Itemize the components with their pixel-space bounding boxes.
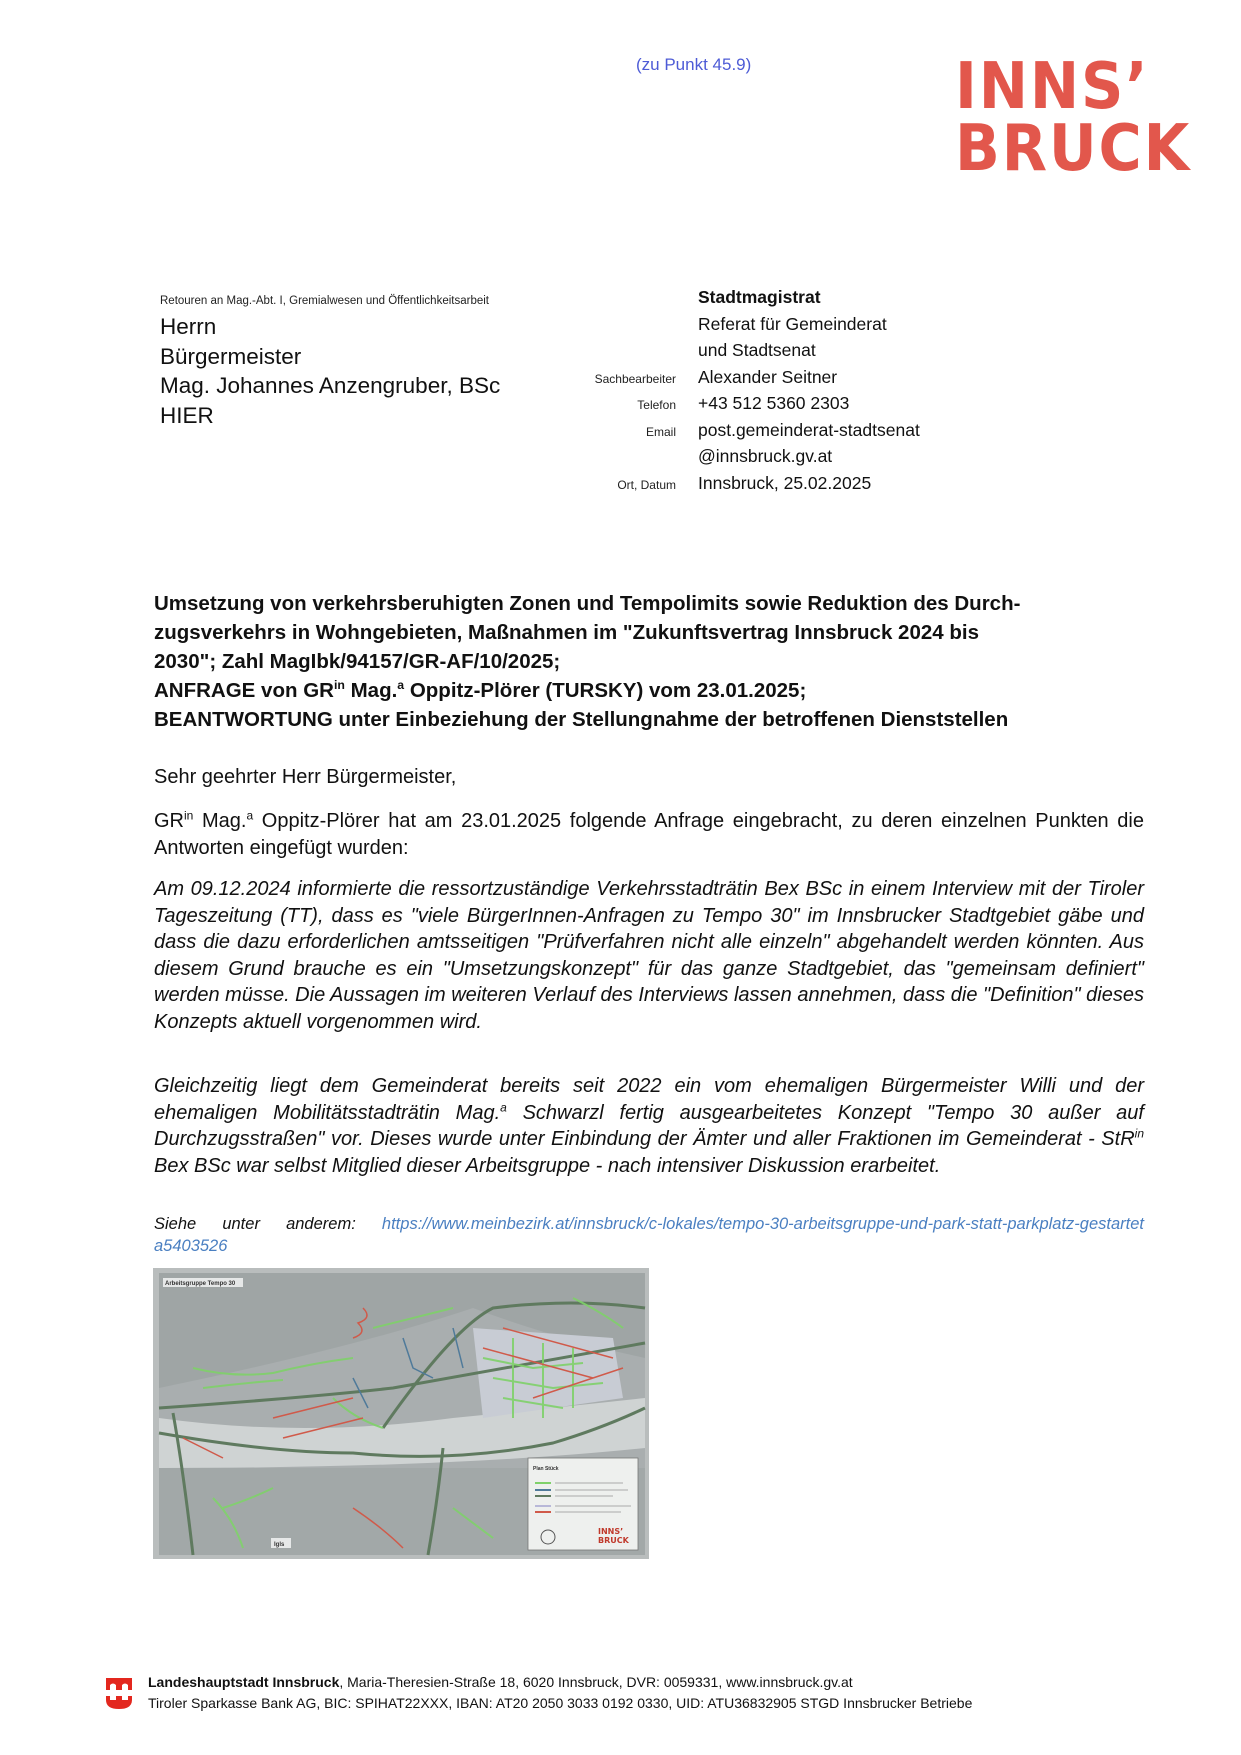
superscript: a [246,808,254,823]
subject-line: 2030"; Zahl MagIbk/94157/GR-AF/10/2025; [154,650,561,673]
inquiry-paragraph-1: Am 09.12.2024 informierte die ressortzuständige Verkehrsstadträtin Bex BSc in einem Interview mit der Tiroler Tageszeitung (TT), dass es "viele BürgerInnen-Anfragen zu Tempo 30" im Innsbrucker Stadtgebiet gäbe und dass die dazu erforderlichen amtsseitigen "Prüfverfahren nicht alle einzeln" abgehandelt werden könnten. Aus diesem Grund brauche es ein "Umsetzungskonzept" für das ganze Stadtgebiet, das "gemeinsam definiert" werden müsse. Die Aussagen im weiteren Verlauf des Interviews lassen annehmen, dass die "Definition" dieses Konzepts aktuell vorgenommen wird. [154,878,1144,1033]
text: GR [154,810,184,832]
recipient-line: Mag. Johannes Anzengruber, BSc [160,373,501,398]
subject-line: BEANTWORTUNG unter Einbeziehung der Stellungnahme der betroffenen Dienststellen [154,708,1009,731]
salutation: Sehr geehrter Herr Bürgermeister, [154,766,457,788]
email-address-cont: @innsbruck.gv.at [698,446,833,466]
sender-department: Referat für Gemeinderat [698,313,887,334]
recipient-line: Bürgermeister [160,343,302,369]
subject-line: Umsetzung von verkehrsberuhigten Zonen und Tempolimits sowie Reduktion des Durch- [154,592,1021,615]
svg-text:Arbeitsgruppe Tempo 30: Arbeitsgruppe Tempo 30 [165,1281,236,1287]
text: Mag. [193,810,247,832]
sender-office: Stadtmagistrat [698,287,821,307]
text: Oppitz-Plörer hat am 23.01.2025 folgende Anfrage eingebracht, zu deren einzelnen Punkten die Antworten eingefügt wurden: [154,810,1144,859]
agenda-reference: (zu Punkt 45.9) [636,55,752,74]
subject-heading [154,589,1144,734]
sender-department-cont: und Stadtsenat [698,340,816,360]
sender-block [560,287,920,499]
superscript: in [1134,1126,1144,1141]
svg-text:BRUCK: BRUCK [598,1536,629,1545]
text: ANFRAGE von GR [154,679,334,702]
footer-organization: Landeshauptstadt Innsbruck [148,1674,340,1690]
text: Mag. [344,679,398,702]
return-address: Retouren an Mag.-Abt. I, Gremialwesen und Öffentlichkeitsarbeit [160,295,489,307]
phone-label: Telefon [637,398,676,412]
superscript: a [397,678,405,693]
email-label: Email [645,424,676,439]
superscript: in [184,808,194,823]
place-date: Innsbruck, 25.02.2025 [698,472,872,493]
intro-paragraph [154,808,1144,861]
map-illustration [153,1268,649,1559]
see-also-label: Siehe unter anderem: [154,1215,382,1233]
text: Oppitz-Plörer (TURSKY) vom 23.01.2025; [404,679,807,702]
logo-line-2: BRUCK [955,112,1192,186]
superscript: a [500,1099,507,1114]
footer-address-line [148,1672,972,1693]
logo-line-1: INNS’ [955,50,1150,124]
innsbruck-crest-icon [104,1676,134,1710]
footer [104,1672,972,1714]
article-link[interactable]: https://www.meinbezirk.at/innsbruck/c-lokales/tempo-30-arbeitsgruppe-und-park-statt-parkplatz-gestartet a5403526 [154,1215,1144,1255]
inquiry-paragraph-2 [154,1073,1144,1179]
text: Schwarzl fertig ausgearbeitetes Konzept "Tempo 30 außer auf Durchzugsstraßen" vor. Dieses wurde unter Einbindung der Ämter und aller Fraktionen im Gemeinderat - StR [154,1101,1144,1150]
text: Bex BSc war selbst Mitglied dieser Arbeitsgruppe - nach intensiver Diskussion erarbeitet. [154,1154,941,1177]
subject-line [154,676,1144,705]
footer-bank-line: Tiroler Sparkasse Bank AG, BIC: SPIHAT22XXX, IBAN: AT20 2050 3033 0192 0330, UID: ATU36832905 STGD Innsbrucker Betriebe [148,1695,973,1711]
svg-text:Igls: Igls [274,1542,285,1548]
recipient-block [160,312,500,430]
see-also-reference [154,1213,1144,1257]
svg-text:INNS’: INNS’ [598,1527,624,1536]
subject-line: zugsverkehrs in Wohngebieten, Maßnahmen im "Zukunftsvertrag Innsbruck 2024 bis [154,621,979,644]
clerk-name: Alexander Seitner [698,366,838,387]
tempo-30-map-image [153,1268,649,1559]
recipient-line: Herrn [160,314,217,339]
svg-text:Plan Stück: Plan Stück [533,1466,559,1472]
phone-number: +43 512 5360 2303 [698,393,850,413]
email-address: post.gemeinderat-stadtsenat [698,419,920,440]
superscript: in [333,678,345,693]
recipient-line: HIER [160,402,214,428]
place-date-label: Ort, Datum [617,477,676,492]
footer-address: , Maria-Theresien-Straße 18, 6020 Innsbruck, DVR: 0059331, www.innsbruck.gv.at [339,1674,853,1690]
text: Gleichzeitig liegt dem Gemeinderat bereits seit 2022 ein vom ehemaligen Bürgermeister Willi und der ehemaligen Mobilitätsstadträtin Mag. [154,1075,1144,1124]
clerk-label: Sachbearbeiter [594,371,676,386]
innsbruck-logo [955,50,1192,186]
